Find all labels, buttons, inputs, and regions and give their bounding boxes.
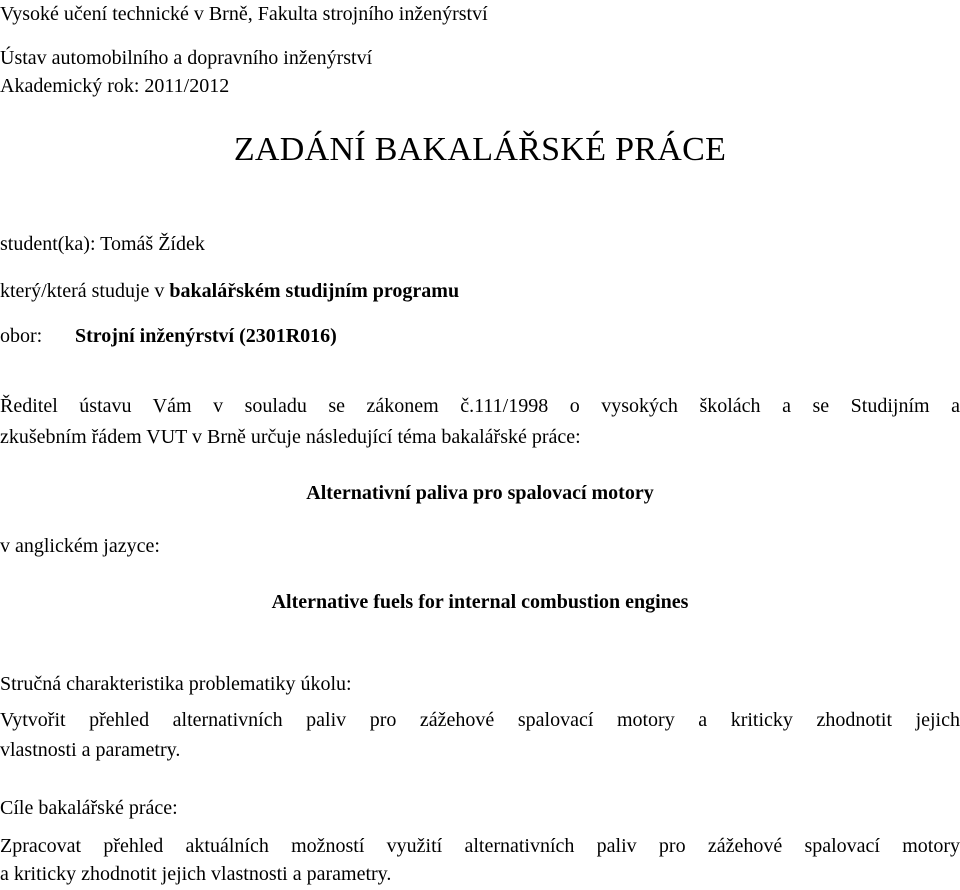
field-name: Strojní inženýrství (2301R016) bbox=[75, 325, 337, 347]
characteristics-line2: vlastnosti a parametry. bbox=[0, 739, 181, 761]
program-prefix: který/která studuje v bbox=[0, 280, 170, 302]
field-line bbox=[0, 324, 337, 348]
university-name: Vysoké učení technické v Brně, Fakulta strojního inženýrství bbox=[0, 3, 488, 25]
director-statement-line2: zkušebním řádem VUT v Brně určuje následující téma bakalářské práce: bbox=[0, 426, 581, 448]
english-label: v anglickém jazyce: bbox=[0, 535, 160, 557]
topic-czech: Alternativní paliva pro spalovací motory bbox=[306, 482, 654, 504]
characteristics-line1: Vytvořit přehled alternativních paliv pro zážehové spalovací motory a kriticky zhodnotit jejich bbox=[0, 709, 960, 731]
goals-line1: Zpracovat přehled aktuálních možností využití alternativních paliv pro zážehové spalovací motory bbox=[0, 835, 960, 857]
program-name: bakalářském studijním programu bbox=[169, 280, 460, 302]
document-title: ZADÁNÍ BAKALÁŘSKÉ PRÁCE bbox=[233, 131, 727, 168]
goals-line2: a kriticky zhodnotit jejich vlastnosti a parametry. bbox=[0, 863, 392, 885]
characteristics-label: Stručná charakteristika problematiky úkolu: bbox=[0, 673, 352, 695]
student-line bbox=[0, 232, 205, 256]
field-label: obor: bbox=[0, 325, 43, 347]
student-name: Tomáš Žídek bbox=[100, 233, 205, 255]
goals-label: Cíle bakalářské práce: bbox=[0, 797, 178, 819]
topic-english: Alternative fuels for internal combustion engines bbox=[271, 591, 689, 613]
student-label: student(ka): bbox=[0, 233, 101, 255]
institute-name: Ústav automobilního a dopravního inženýrství bbox=[0, 47, 373, 69]
program-line bbox=[0, 279, 459, 303]
director-statement-line1: Ředitel ústavu Vám v souladu se zákonem č.111/1998 o vysokých školách a se Studijním a bbox=[0, 395, 960, 417]
academic-year: Akademický rok: 2011/2012 bbox=[0, 75, 230, 97]
